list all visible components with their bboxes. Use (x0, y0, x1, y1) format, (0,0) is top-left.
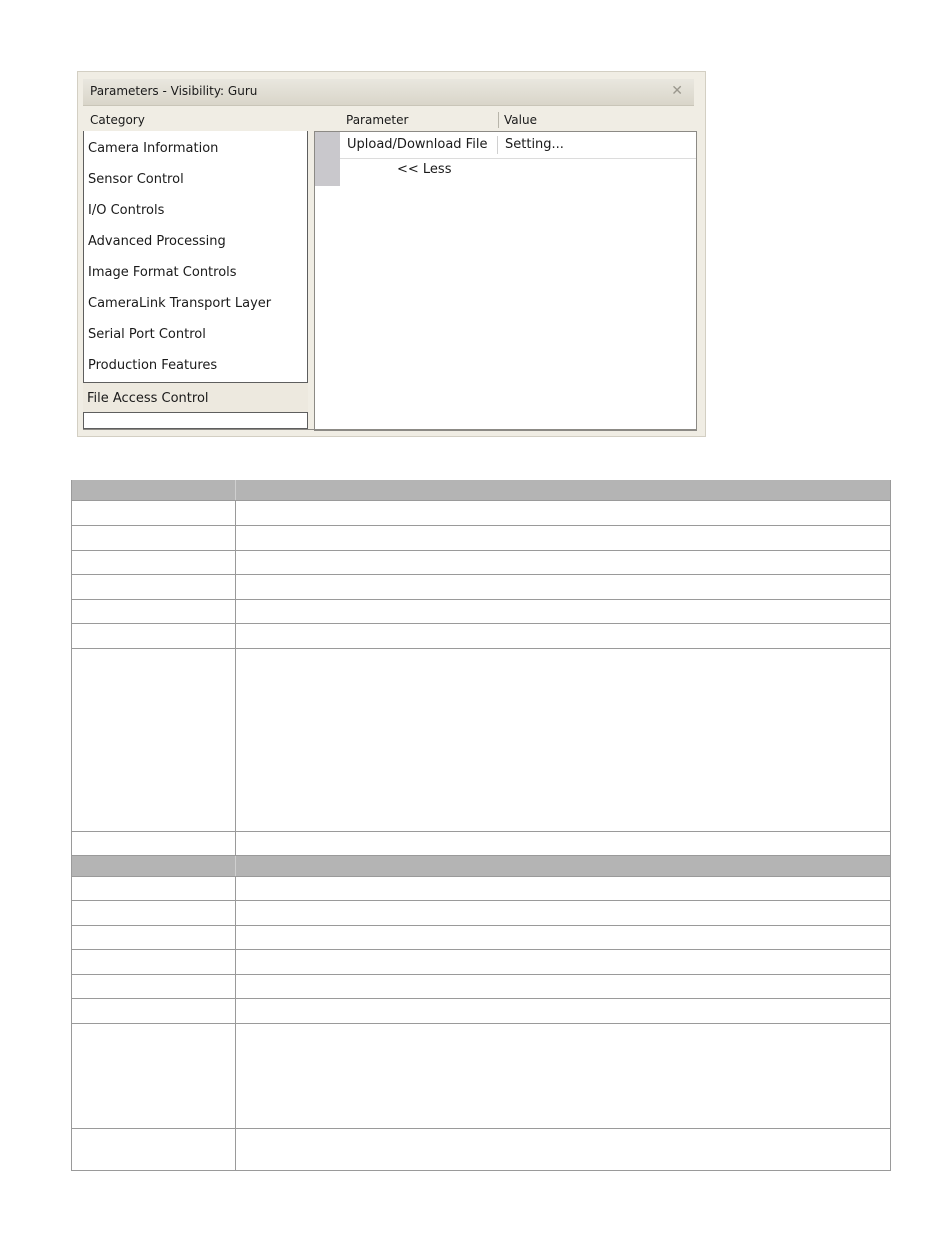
category-item-advanced-processing[interactable]: Advanced Processing (88, 234, 226, 249)
table-cell (72, 600, 236, 623)
table-cell (236, 950, 890, 974)
table-row (72, 999, 890, 1024)
table-cell (72, 551, 236, 574)
table-cell (236, 999, 890, 1023)
parameter-table-1 (71, 480, 891, 856)
table-cell (236, 1024, 890, 1128)
table-row (72, 551, 890, 575)
table-row (72, 950, 890, 975)
table-header-cell (72, 856, 236, 876)
table-cell (236, 901, 890, 925)
table-row (72, 901, 890, 926)
table-row (72, 649, 890, 832)
table-cell (72, 649, 236, 831)
table-cell (236, 600, 890, 623)
table-row[interactable] (340, 132, 696, 159)
table-cell (72, 950, 236, 974)
category-item-serial-port-control[interactable]: Serial Port Control (88, 327, 206, 342)
table-row (72, 600, 890, 624)
table-cell (236, 575, 890, 599)
table-cell (236, 975, 890, 998)
table-cell (236, 877, 890, 900)
table-header-cell (236, 856, 890, 876)
panel-titlebar (83, 79, 694, 106)
table-cell (236, 624, 890, 648)
category-item-cameralink-transport-layer[interactable]: CameraLink Transport Layer (88, 296, 272, 311)
table-row (72, 877, 890, 901)
table-cell (72, 1129, 236, 1170)
table-cell (72, 526, 236, 550)
table-cell (72, 926, 236, 949)
parameter-table-2 (71, 856, 891, 1171)
table-cell (72, 901, 236, 925)
category-item-io-controls[interactable]: I/O Controls (88, 203, 165, 218)
table-row (72, 501, 890, 526)
value-cell[interactable]: Setting... (505, 137, 564, 152)
table-row (72, 832, 890, 856)
close-icon[interactable]: ✕ (671, 83, 683, 99)
table-cell (72, 832, 236, 855)
table-row (72, 575, 890, 600)
parameters-panel (77, 71, 706, 437)
table-cell (72, 501, 236, 525)
value-column-header[interactable]: Value (504, 113, 537, 127)
table-row (72, 926, 890, 950)
table-cell (236, 1129, 890, 1170)
table-cell (72, 575, 236, 599)
table-cell (236, 501, 890, 525)
panel-bottom-border (83, 429, 697, 434)
table-header-row (72, 480, 890, 501)
parameter-grid (314, 131, 697, 431)
table-header-cell (236, 480, 890, 500)
table-cell (236, 551, 890, 574)
category-item-image-format-controls[interactable]: Image Format Controls (88, 265, 237, 280)
table-row (72, 1129, 890, 1171)
table-cell (236, 926, 890, 949)
category-column-header: Category (90, 113, 145, 127)
table-row (72, 526, 890, 551)
table-header-row (72, 856, 890, 877)
category-list (83, 131, 308, 429)
column-divider[interactable] (498, 112, 499, 128)
table-cell (72, 975, 236, 998)
category-item-sensor-control[interactable]: Sensor Control (88, 172, 184, 187)
category-item-file-access-control[interactable]: File Access Control (83, 382, 308, 413)
table-cell (236, 649, 890, 831)
cell-divider (497, 136, 498, 154)
parameter-cell: Upload/Download File (347, 137, 488, 152)
row-selector[interactable] (315, 132, 340, 186)
panel-title: Parameters - Visibility: Guru (90, 84, 258, 98)
table-cell (72, 999, 236, 1023)
table-header-cell (72, 480, 236, 500)
table-row (72, 624, 890, 649)
parameter-column-header[interactable]: Parameter (346, 113, 409, 127)
table-row (72, 1024, 890, 1129)
less-button[interactable]: << Less (397, 162, 452, 177)
table-cell (72, 877, 236, 900)
table-row (72, 975, 890, 999)
table-cell (236, 526, 890, 550)
category-item-production-features[interactable]: Production Features (88, 358, 218, 373)
category-item-camera-information[interactable]: Camera Information (88, 141, 219, 156)
table-cell (72, 624, 236, 648)
table-cell (236, 832, 890, 855)
table-cell (72, 1024, 236, 1128)
